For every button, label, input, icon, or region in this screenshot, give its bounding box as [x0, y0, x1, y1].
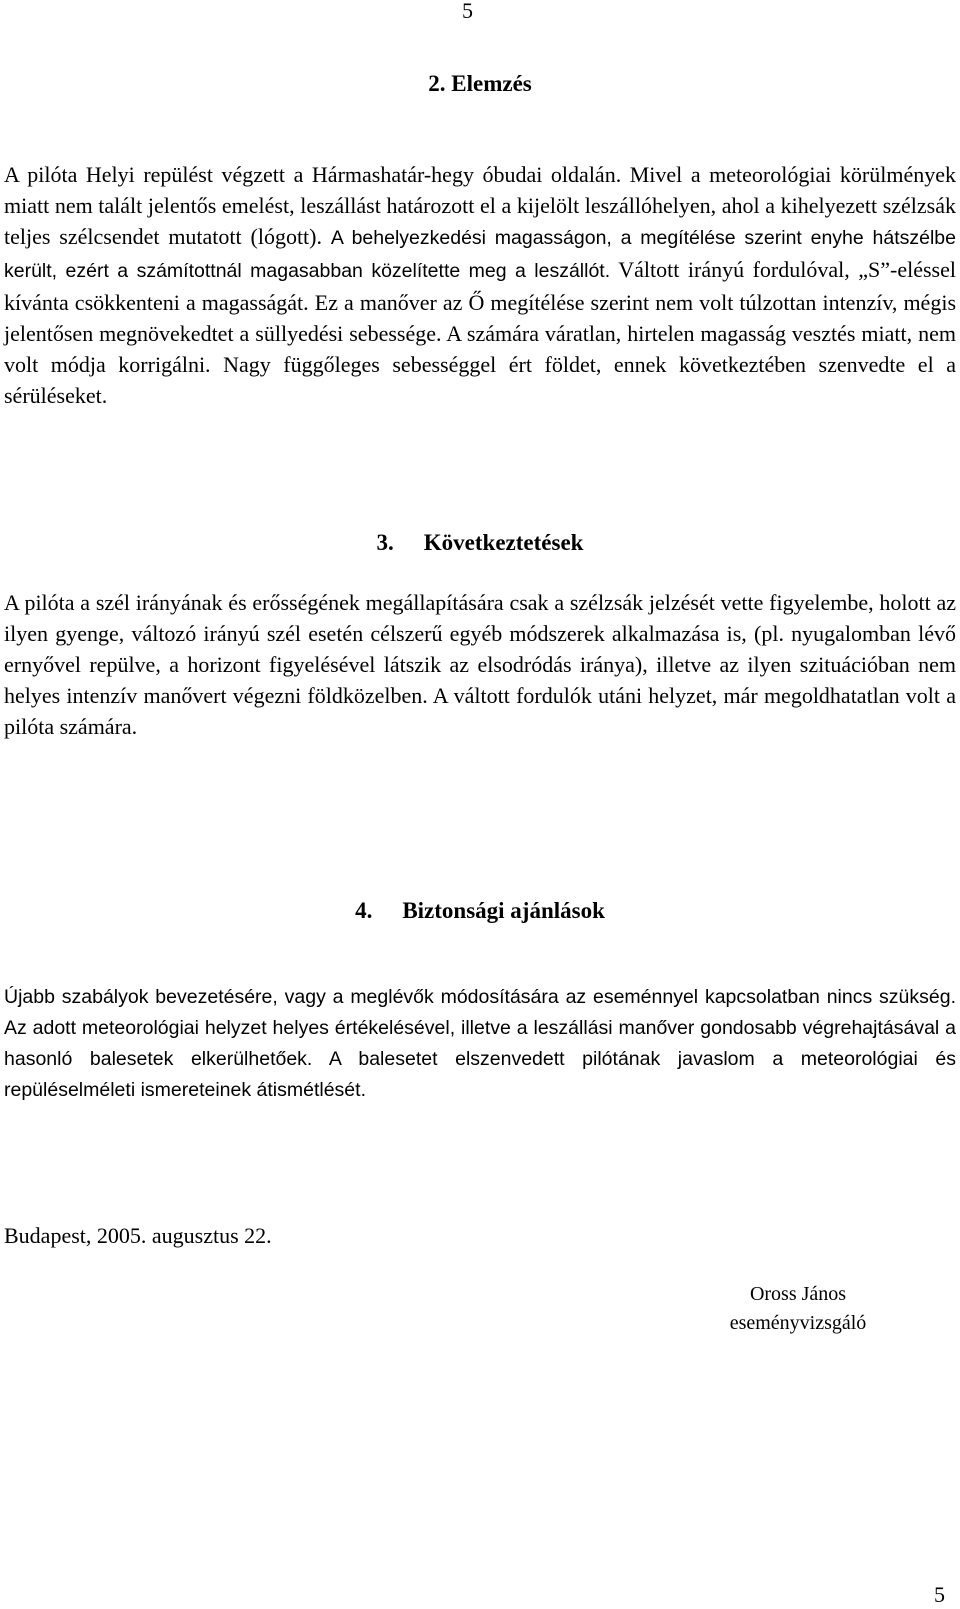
analysis-paragraph [4, 159, 956, 411]
signer-name: Oross János [749, 1283, 847, 1305]
section-number: 2. [428, 71, 446, 96]
section-title: Következtetések [423, 530, 584, 555]
recommendations-paragraph: Újabb szabályok bevezetésére, vagy a meglévők módosítására az eseménnyel kapcsolatban nincs szükség. Az adott meteorológiai helyzet helyes értékelésével, illetve a leszállási manőver gondosabb végrehajtásával a hasonló balesetek elkerülhetőek. A balesetet elszenvedett pilótának javaslom a meteorológiai és repüléselméleti ismereteinek átismétlését. [4, 986, 956, 1101]
analysis-text-3: Váltott irányú fordulóval, „S”-eléssel kívánta csökkenteni a magasságát. [4, 257, 956, 315]
analysis-text-2: A behelyezkedési magasságon, a megítélése szerint enyhe hátszélbe került, ezért a számítottnál magasabban közelítette meg a leszállót. [4, 227, 956, 282]
conclusions-paragraph: A pilóta a szél irányának és erősségének megállapítására csak a szélzsák jelzését vette figyelembe, holott az ilyen gyenge, változó irányú szél esetén célszerű egyéb módszerek alkalmazása is, (pl. nyugalomban lévő ernyővel repülve, a horizont figyelésével látszik az elsodródás iránya), illetve az ilyen szituációban nem helyes intenzív manővert végezni földközelben. A váltott fordulók utáni helyzet, már megoldhatatlan volt a pilóta számára. [4, 590, 956, 739]
analysis-text-1: A pilóta Helyi repülést végzett a Hármashatár-hegy óbudai oldalán. Mivel a meteorológiai körülmények miatt nem talált jelentős emelést, leszállást határozott el a kijelölt leszállóhelyen, ahol a kihelyezett szélzsák teljes szélcsendet mutatott (lógott). [4, 162, 956, 249]
section-number: 3. [376, 530, 394, 555]
page-number-top: 5 [462, 0, 473, 23]
date-line: Budapest, 2005. augusztus 22. [4, 1223, 272, 1248]
section-heading-analysis [0, 70, 960, 98]
section-heading-conclusions [0, 529, 960, 557]
section-number: 4. [355, 898, 373, 923]
page-number-bottom: 5 [934, 1582, 945, 1607]
signer-title: eseményvizsgáló [729, 1312, 867, 1334]
section-title: Elemzés [451, 71, 532, 96]
section-title: Biztonsági ajánlások [402, 898, 605, 923]
signature-block [708, 1280, 888, 1338]
section-heading-recommendations [0, 897, 960, 925]
analysis-text-4: Ez a manőver az Ő megítélése szerint nem volt túlzottan intenzív, mégis jelentősen megnövekedtet a süllyedési sebessége. A számára váratlan, hirtelen magasság vesztés miatt, nem volt módja korrigálni. Nagy függőleges sebességgel ért földet, ennek következtében szenvedte el a sérüléseket. [4, 290, 957, 408]
